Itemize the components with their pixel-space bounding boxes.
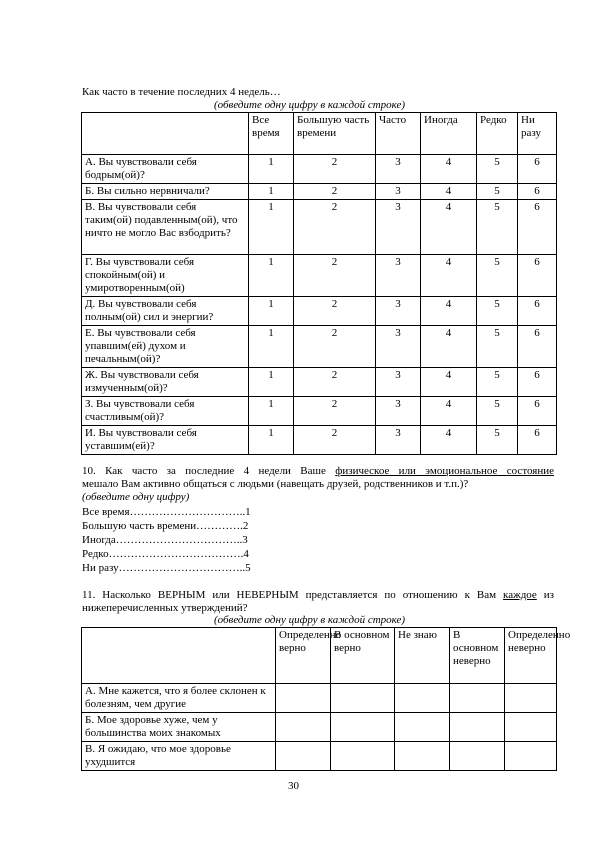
row-label: В. Я ожидаю, что мое здоровье ухудшится xyxy=(82,742,276,771)
q11-text-underlined: каждое xyxy=(503,589,537,601)
answer-option[interactable]: 2 xyxy=(294,297,376,326)
answer-cell[interactable] xyxy=(505,684,557,713)
row-label: В. Вы чувствовали себя таким(ой) подавленным(ой), что ничто не могло Вас взбодрить? xyxy=(82,200,249,255)
q9-header-empty xyxy=(82,113,249,155)
answer-cell[interactable] xyxy=(450,684,505,713)
answer-option[interactable]: 1 xyxy=(249,426,294,455)
q9-header-sometimes: Иногда xyxy=(421,113,477,155)
row-label: Б. Вы сильно нервничали? xyxy=(82,184,249,200)
row-label: Ж. Вы чувствовали себя измученным(ой)? xyxy=(82,368,249,397)
q10-option[interactable]: Все время…………………………..1 xyxy=(82,506,251,518)
answer-cell[interactable] xyxy=(276,713,331,742)
q10-text-underlined: физическое или эмоциональное состояние xyxy=(335,465,554,477)
q10-instruction: (обведите одну цифру) xyxy=(82,491,190,503)
answer-option[interactable]: 3 xyxy=(376,368,421,397)
answer-cell[interactable] xyxy=(450,742,505,771)
answer-option[interactable]: 3 xyxy=(376,155,421,184)
answer-option[interactable]: 5 xyxy=(477,200,518,255)
q9-header-row xyxy=(82,113,557,155)
table-row xyxy=(82,713,557,742)
table-row xyxy=(82,742,557,771)
answer-option[interactable]: 2 xyxy=(294,184,376,200)
row-label: Е. Вы чувствовали себя упавшим(ей) духом и печальным(ой)? xyxy=(82,326,249,368)
row-label: А. Мне кажется, что я более склонен к болезням, чем другие xyxy=(82,684,276,713)
q10-option[interactable]: Ни разу……………………………..5 xyxy=(82,562,251,574)
answer-cell[interactable] xyxy=(395,742,450,771)
answer-cell[interactable] xyxy=(276,684,331,713)
answer-cell[interactable] xyxy=(276,742,331,771)
answer-option[interactable]: 5 xyxy=(477,368,518,397)
answer-option[interactable]: 2 xyxy=(294,426,376,455)
q11-header-definitely-true: Определенно верно xyxy=(276,628,331,684)
answer-option[interactable]: 6 xyxy=(518,155,557,184)
answer-option[interactable]: 5 xyxy=(477,155,518,184)
q10-option[interactable]: Большую часть времени………….2 xyxy=(82,520,249,532)
table-row xyxy=(82,426,557,455)
answer-option[interactable]: 6 xyxy=(518,184,557,200)
answer-option[interactable]: 5 xyxy=(477,184,518,200)
answer-option[interactable]: 5 xyxy=(477,426,518,455)
q10-text-line1 xyxy=(82,465,554,478)
answer-option[interactable]: 4 xyxy=(421,397,477,426)
answer-option[interactable]: 5 xyxy=(477,326,518,368)
q10-option[interactable]: Иногда……………………………..3 xyxy=(82,534,248,546)
q11-text-line2: нижеперечисленных утверждений? xyxy=(82,602,248,614)
page-number: 30 xyxy=(288,780,299,792)
q11-header-mostly-false: В основном неверно xyxy=(450,628,505,684)
row-label: Г. Вы чувствовали себя спокойным(ой) и умиротворенным(ой) xyxy=(82,255,249,297)
table-row xyxy=(82,326,557,368)
q11-header-row xyxy=(82,628,557,684)
answer-option[interactable]: 3 xyxy=(376,326,421,368)
answer-option[interactable]: 1 xyxy=(249,184,294,200)
answer-option[interactable]: 2 xyxy=(294,397,376,426)
q10-text-line2: мешало Вам активно общаться с людьми (навещать друзей, родственников и т.п.)? xyxy=(82,478,469,490)
q11-header-empty xyxy=(82,628,276,684)
answer-option[interactable]: 4 xyxy=(421,200,477,255)
answer-option[interactable]: 4 xyxy=(421,155,477,184)
answer-option[interactable]: 1 xyxy=(249,326,294,368)
answer-option[interactable]: 5 xyxy=(477,397,518,426)
q9-header-always: Все время xyxy=(249,113,294,155)
answer-option[interactable]: 4 xyxy=(421,326,477,368)
row-label: Д. Вы чувствовали себя полным(ой) сил и энергии? xyxy=(82,297,249,326)
q11-instruction: (обведите одну цифру в каждой строке) xyxy=(214,614,406,626)
answer-option[interactable]: 2 xyxy=(294,326,376,368)
answer-cell[interactable] xyxy=(450,713,505,742)
q11-text-part2: из xyxy=(536,589,554,601)
answer-option[interactable]: 6 xyxy=(518,200,557,255)
q11-text-line1 xyxy=(82,589,554,602)
answer-option[interactable]: 4 xyxy=(421,255,477,297)
answer-option[interactable]: 1 xyxy=(249,368,294,397)
answer-option[interactable]: 5 xyxy=(477,297,518,326)
answer-option[interactable]: 6 xyxy=(518,297,557,326)
answer-option[interactable]: 2 xyxy=(294,155,376,184)
q11-text-part1: 11. Насколько ВЕРНЫМ или НЕВЕРНЫМ представляется по отношению к Вам xyxy=(82,589,504,601)
answer-option[interactable]: 1 xyxy=(249,397,294,426)
answer-cell[interactable] xyxy=(331,742,395,771)
q10-option[interactable]: Редко……………………………….4 xyxy=(82,548,249,560)
answer-option[interactable]: 6 xyxy=(518,426,557,455)
answer-option[interactable]: 4 xyxy=(421,184,477,200)
answer-option[interactable]: 2 xyxy=(294,255,376,297)
answer-option[interactable]: 1 xyxy=(249,200,294,255)
answer-cell[interactable] xyxy=(395,684,450,713)
answer-option[interactable]: 6 xyxy=(518,368,557,397)
answer-cell[interactable] xyxy=(395,713,450,742)
table-row xyxy=(82,200,557,255)
row-label: Б. Мое здоровье хуже, чем у большинства моих знакомых xyxy=(82,713,276,742)
q11-header-dont-know: Не знаю xyxy=(395,628,450,684)
table-row xyxy=(82,184,557,200)
q9-table xyxy=(81,112,557,455)
answer-option[interactable]: 6 xyxy=(518,397,557,426)
q9-header-rarely: Редко xyxy=(477,113,518,155)
answer-option[interactable]: 3 xyxy=(376,297,421,326)
answer-option[interactable]: 3 xyxy=(376,184,421,200)
answer-option[interactable]: 6 xyxy=(518,255,557,297)
answer-cell[interactable] xyxy=(505,742,557,771)
table-row xyxy=(82,255,557,297)
answer-option[interactable]: 4 xyxy=(421,368,477,397)
answer-cell[interactable] xyxy=(505,713,557,742)
q11-table xyxy=(81,627,571,771)
answer-option[interactable]: 3 xyxy=(376,397,421,426)
q10-text-start: 10. Как часто за последние 4 недели Ваше xyxy=(82,465,336,477)
q9-header-most: Большую часть времени xyxy=(294,113,376,155)
table-row xyxy=(82,684,557,713)
q11-header-mostly-true: В основном верно xyxy=(331,628,395,684)
answer-option[interactable]: 3 xyxy=(376,255,421,297)
q9-header-never: Ни разу xyxy=(518,113,557,155)
answer-option[interactable]: 2 xyxy=(294,368,376,397)
answer-option[interactable]: 3 xyxy=(376,200,421,255)
answer-option[interactable]: 3 xyxy=(376,426,421,455)
table-row xyxy=(82,155,557,184)
answer-option[interactable]: 4 xyxy=(421,426,477,455)
answer-option[interactable]: 4 xyxy=(421,297,477,326)
table-row xyxy=(82,397,557,426)
table-row xyxy=(82,297,557,326)
answer-option[interactable]: 5 xyxy=(477,255,518,297)
q11-header-definitely-false: Определенно неверно xyxy=(505,628,557,684)
answer-option[interactable]: 1 xyxy=(249,155,294,184)
row-label: И. Вы чувствовали себя уставшим(ей)? xyxy=(82,426,249,455)
answer-option[interactable]: 6 xyxy=(518,326,557,368)
answer-cell[interactable] xyxy=(331,684,395,713)
q9-instruction: (обведите одну цифру в каждой строке) xyxy=(214,99,406,111)
table-row xyxy=(82,368,557,397)
row-label: З. Вы чувствовали себя счастливым(ой)? xyxy=(82,397,249,426)
row-label: А. Вы чувствовали себя бодрым(ой)? xyxy=(82,155,249,184)
answer-option[interactable]: 1 xyxy=(249,297,294,326)
answer-option[interactable]: 1 xyxy=(249,255,294,297)
answer-option[interactable]: 2 xyxy=(294,200,376,255)
answer-cell[interactable] xyxy=(331,713,395,742)
q9-header-often: Часто xyxy=(376,113,421,155)
q9-intro: Как часто в течение последних 4 недель… xyxy=(82,86,281,98)
